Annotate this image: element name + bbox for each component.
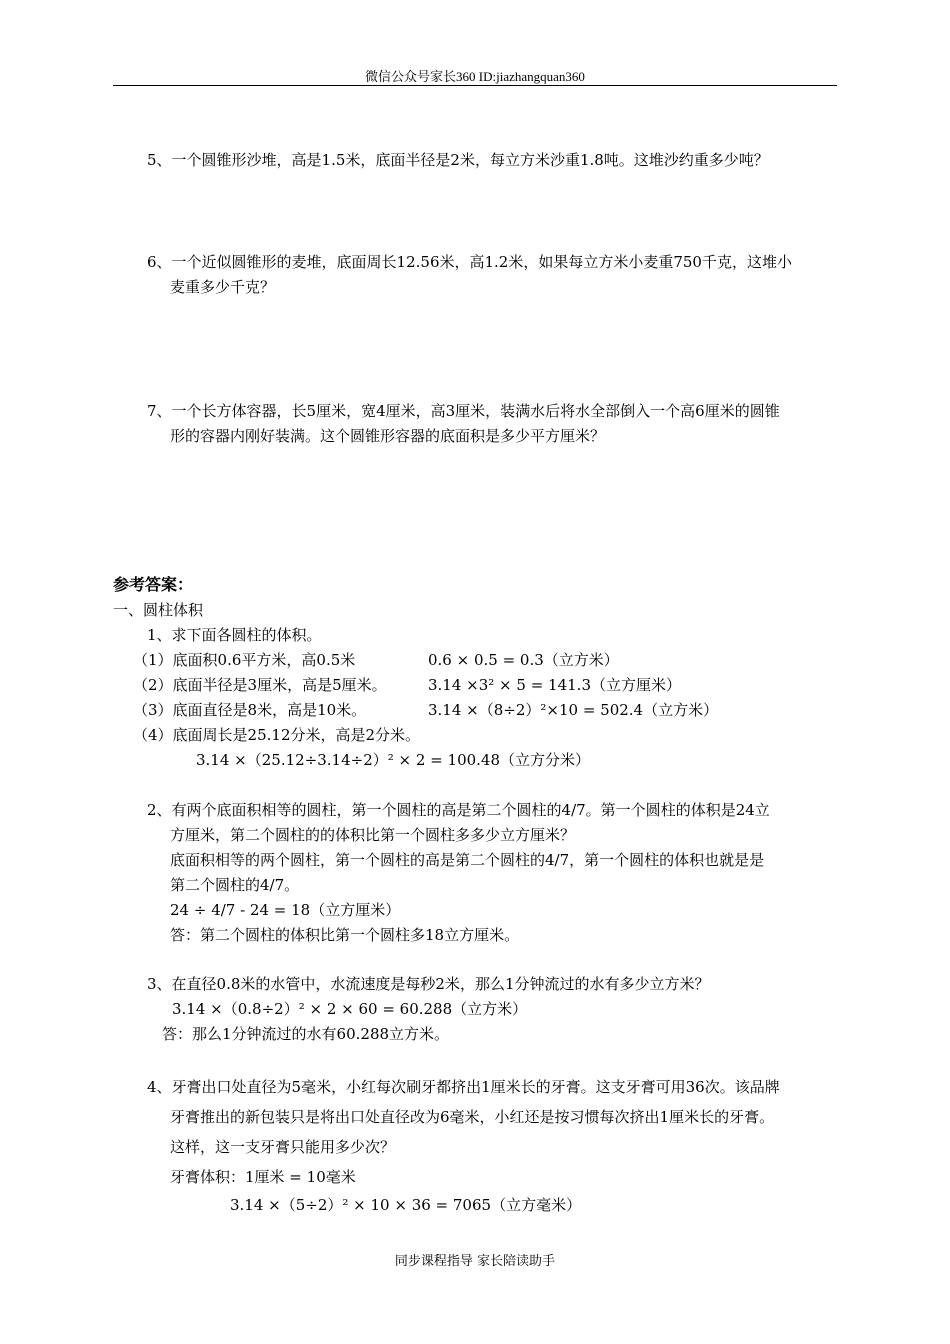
answer-1-item-1: （1）底面积0.6平方米，高0.5米 bbox=[133, 651, 356, 669]
answer-4-volume: 牙膏体积：1厘米 = 10毫米 bbox=[170, 1168, 356, 1186]
answer-1-item-3: （3）底面直径是8米，高是10米。 bbox=[133, 701, 367, 719]
question-7-line-1: 7、一个长方体容器，长5厘米，宽4厘米，高3厘米，装满水后将水全部倒入一个高6厘米的圆锥 bbox=[147, 402, 780, 420]
header-rule bbox=[113, 85, 837, 86]
answer-1-item-1-calc: 0.6 × 0.5 = 0.3（立方米） bbox=[428, 651, 619, 669]
answer-4-calc: 3.14 ×（5÷2）² × 10 × 36 = 7065（立方毫米） bbox=[230, 1196, 582, 1214]
answer-2-question-line-2: 方厘米，第二个圆柱的的体积比第一个圆柱多多少立方厘米？ bbox=[170, 826, 576, 844]
answer-1-item-3-calc: 3.14 ×（8÷2）²×10 = 502.4（立方米） bbox=[428, 701, 719, 719]
section-1-title: 一、圆柱体积 bbox=[113, 601, 204, 619]
page-footer: 同步课程指导 家长陪读助手 bbox=[394, 1254, 556, 1269]
question-7-line-2: 形的容器内刚好装满。这个圆锥形容器的底面积是多少平方厘米？ bbox=[170, 427, 606, 445]
answer-3-answer: 答：那么1分钟流过的水有60.288立方米。 bbox=[162, 1025, 450, 1043]
answer-1-item-4-calc: 3.14 ×（25.12÷3.14÷2）² × 2 = 100.48（立方分米） bbox=[196, 751, 591, 769]
answer-3-calc: 3.14 ×（0.8÷2）² × 2 × 60 = 60.288（立方米） bbox=[172, 1000, 528, 1018]
question-6-line-2: 麦重多少千克？ bbox=[170, 278, 276, 296]
answer-2-question-line-1: 2、有两个底面积相等的圆柱，第一个圆柱的高是第二个圆柱的4/7。第一个圆柱的体积是24立 bbox=[147, 801, 770, 819]
answer-1-item-2-calc: 3.14 ×3² × 5 = 141.3（立方厘米） bbox=[428, 676, 681, 694]
answer-2-explanation-line-1: 底面积相等的两个圆柱，第一个圆柱的高是第二个圆柱的4/7，第一个圆柱的体积也就是是 bbox=[170, 851, 765, 869]
answers-title: 参考答案： bbox=[113, 575, 194, 594]
answer-1-heading: 1、求下面各圆柱的体积。 bbox=[147, 626, 322, 644]
answer-2-explanation-line-2: 第二个圆柱的4/7。 bbox=[170, 876, 300, 894]
page-header: 微信公众号家长360 ID:jiazhangquan360 bbox=[365, 69, 585, 84]
answer-4-question-line-2: 牙膏推出的新包装只是将出口处直径改为6毫米，小红还是按习惯每次挤出1厘米长的牙膏。 bbox=[170, 1108, 775, 1126]
question-6-line-1: 6、一个近似圆锥形的麦堆，底面周长12.56米，高1.2米，如果每立方米小麦重750千克，这堆小 bbox=[147, 253, 792, 271]
question-5: 5、一个圆锥形沙堆，高是1.5米，底面半径是2米，每立方米沙重1.8吨。这堆沙约重多少吨？ bbox=[147, 151, 769, 169]
answer-3-question: 3、在直径0.8米的水管中，水流速度是每秒2米，那么1分钟流过的水有多少立方米？ bbox=[147, 975, 710, 993]
answer-2-answer: 答：第二个圆柱的体积比第一个圆柱多18立方厘米。 bbox=[170, 926, 520, 944]
answer-1-item-2: （2）底面半径是3厘米，高是5厘米。 bbox=[133, 676, 387, 694]
answer-4-question-line-3: 这样，这一支牙膏只能用多少次？ bbox=[170, 1138, 396, 1156]
answer-1-item-4: （4）底面周长是25.12分米，高是2分米。 bbox=[133, 726, 421, 744]
answer-2-calc: 24 ÷ 4/7 - 24 = 18（立方厘米） bbox=[170, 901, 401, 919]
answer-4-question-line-1: 4、牙膏出口处直径为5毫米，小红每次刷牙都挤出1厘米长的牙膏。这支牙膏可用36次。该品牌 bbox=[147, 1078, 780, 1096]
